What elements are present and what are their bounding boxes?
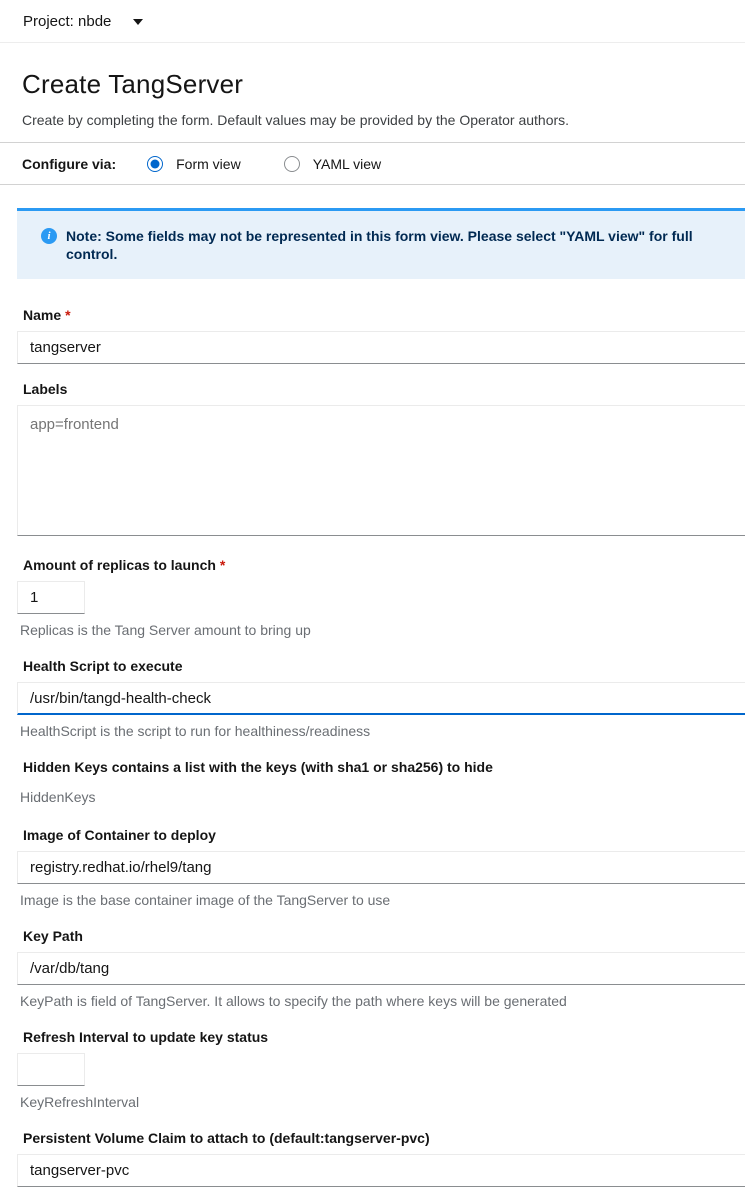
health-script-label: Health Script to execute bbox=[23, 658, 183, 674]
radio-form-view-label: Form view bbox=[176, 155, 241, 172]
view-switcher-label: Configure via: bbox=[22, 155, 117, 172]
form-group-labels bbox=[17, 381, 745, 536]
key-path-help: KeyPath is field of TangServer. It allows to specify the path where keys will be generated bbox=[20, 993, 567, 1009]
form-group-pvc bbox=[17, 1130, 745, 1187]
form-group-replicas bbox=[17, 557, 745, 639]
form-group-name bbox=[17, 307, 745, 364]
refresh-interval-input[interactable] bbox=[17, 1053, 85, 1086]
radio-yaml-view-label: YAML view bbox=[312, 155, 382, 172]
key-path-input[interactable] bbox=[17, 952, 745, 985]
form-group-key-path bbox=[17, 928, 745, 1010]
form-group-refresh-interval bbox=[17, 1029, 745, 1111]
radio-form-view[interactable] bbox=[147, 156, 241, 172]
form-group-image bbox=[17, 827, 745, 909]
create-tangserver-form bbox=[0, 279, 745, 1187]
key-path-label: Key Path bbox=[23, 928, 83, 944]
project-dropdown[interactable] bbox=[23, 13, 143, 30]
labels-label: Labels bbox=[23, 381, 68, 397]
health-script-help: HealthScript is the script to run for healthiness/readiness bbox=[20, 723, 371, 739]
view-switcher bbox=[0, 142, 745, 185]
info-alert-text: Note: Some fields may not be represented in this form view. Please select "YAML view" for full control. bbox=[66, 228, 693, 262]
refresh-interval-help: KeyRefreshInterval bbox=[20, 1094, 140, 1110]
page-title: Create TangServer bbox=[22, 69, 244, 99]
image-label: Image of Container to deploy bbox=[23, 827, 216, 843]
labels-textarea[interactable] bbox=[17, 405, 745, 536]
page-header bbox=[0, 43, 745, 142]
pvc-input[interactable] bbox=[17, 1154, 745, 1187]
replicas-help: Replicas is the Tang Server amount to bring up bbox=[20, 622, 311, 638]
radio-unchecked-icon bbox=[284, 156, 300, 172]
hidden-keys-help: HiddenKeys bbox=[20, 789, 96, 805]
health-script-input[interactable] bbox=[17, 682, 745, 715]
required-asterisk: * bbox=[65, 307, 71, 323]
hidden-keys-heading: Hidden Keys contains a list with the keys (with sha1 or sha256) to hide bbox=[23, 759, 493, 775]
replicas-input[interactable] bbox=[17, 581, 85, 614]
radio-yaml-view[interactable] bbox=[284, 156, 381, 172]
page-subtitle: Create by completing the form. Default values may be provided by the Operator authors. bbox=[22, 112, 570, 128]
replicas-label: Amount of replicas to launch * bbox=[23, 557, 226, 573]
name-label: Name * bbox=[23, 307, 71, 323]
project-dropdown-label: Project: nbde bbox=[23, 12, 112, 30]
info-icon: i bbox=[41, 228, 57, 244]
pvc-label: Persistent Volume Claim to attach to (default:tangserver-pvc) bbox=[23, 1130, 430, 1146]
name-input[interactable] bbox=[17, 331, 745, 364]
image-help: Image is the base container image of the TangServer to use bbox=[20, 892, 391, 908]
form-group-health-script bbox=[17, 658, 745, 740]
info-alert bbox=[17, 208, 745, 279]
radio-checked-icon bbox=[147, 156, 163, 172]
project-bar bbox=[0, 0, 745, 43]
image-input[interactable] bbox=[17, 851, 745, 884]
refresh-interval-label: Refresh Interval to update key status bbox=[23, 1029, 269, 1045]
required-asterisk: * bbox=[219, 557, 226, 573]
section-hidden-keys bbox=[17, 759, 745, 806]
caret-down-icon bbox=[133, 19, 143, 25]
